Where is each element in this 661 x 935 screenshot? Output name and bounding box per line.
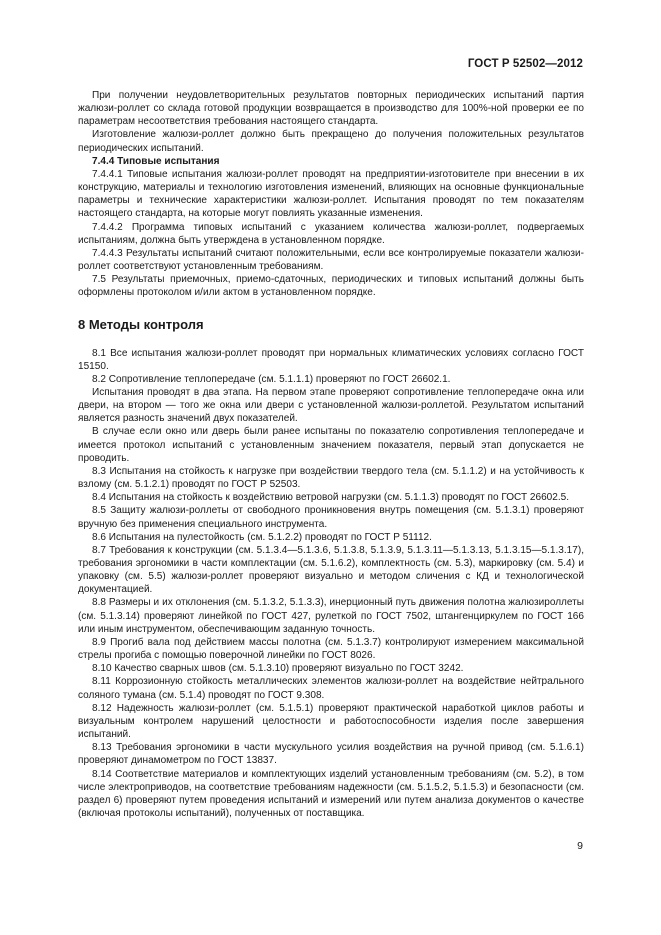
paragraph: 8.8 Размеры и их отклонения (см. 5.1.3.2, 5.1.3.3), инерционный путь движения полотна жалюзироллеты (см. 5.1.3.14) проверяют линейкой по ГОСТ 427, рулеткой по ГОСТ 7502, штангенциркулем по ГОСТ 166 или иным инструментом, обеспечивающим заданную точность. bbox=[78, 597, 584, 635]
paragraph: 8.14 Соответствие материалов и комплектующих изделий установленным требованиям (см. 5.2), в том числе электроприводов, на соответствие требованиям надежности (см. 5.1.5.2, 5.1.5.3) и безопасности (см. раздел 6) проверяют путем проведения испытаний и измерений или путем анализа документов о качестве (включая протоколы испытаний), полученных от поставщика. bbox=[78, 768, 584, 819]
page-number: 9 bbox=[577, 840, 583, 852]
paragraph: 8.9 Прогиб вала под действием массы полотна (см. 5.1.3.7) контролируют измерением максимальной стрелы прогиба с помощью поверочной линейки по ГОСТ 8026. bbox=[78, 636, 584, 662]
paragraph: 7.4.4.1 Типовые испытания жалюзи-роллет проводят на предприятии-изготовителе при внесении в их конструкцию, материалы и технологию изготовления изменений, влияющих на основные функциональные параметры и технические характеристики жалюзи-роллет. Испытания проводят по тем показателям настоящего стандарта, на которые могут повлиять указанные изменения. bbox=[78, 168, 584, 220]
paragraph: 7.5 Результаты приемочных, приемо-сдаточных, периодических и типовых испытаний должны быть оформлены протоколом и/или актом в установленном порядке. bbox=[78, 274, 584, 299]
paragraph: 7.4.4.2 Программа типовых испытаний с указанием количества жалюзи-роллет, подвергаемых испытаниям, должна быть утверждена в установленном порядке. bbox=[78, 221, 584, 246]
paragraph: 8.11 Коррозионную стойкость металлических элементов жалюзи-роллет на воздействие нейтрального соляного тумана (см. 5.1.4) проводят по ГОСТ 9.308. bbox=[78, 676, 584, 701]
section-heading-8: 8 Методы контроля bbox=[78, 316, 204, 332]
document-body bbox=[78, 89, 584, 820]
paragraph-block-b bbox=[78, 168, 584, 300]
paragraph: 8.1 Все испытания жалюзи-роллет проводят при нормальных климатических условиях согласно ГОСТ 15150. bbox=[78, 347, 584, 372]
paragraph: В случае если окно или дверь были ранее испытаны по показателю сопротивления теплопередаче и имеется протокол испытаний с установленным значением показателя, первый этап допускается не проводить. bbox=[78, 426, 584, 464]
paragraph: Испытания проводят в два этапа. На первом этапе проверяют сопротивление теплопередаче окна или двери, на втором — того же окна или двери с установленной жалюзи-роллетой. Результатом испытаний является разность значений двух показателей. bbox=[78, 386, 584, 425]
paragraph: 8.5 Защиту жалюзи-роллеты от свободного проникновения внутрь помещения (см. 5.1.3.1) проверяют вручную без применения специального инструмента. bbox=[78, 505, 584, 530]
paragraph: 8.13 Требования эргономики в части мускульного усилия воздействия на ручной привод (см. 5.1.6.1) проверяют динамометром по ГОСТ 13837. bbox=[78, 742, 584, 767]
paragraph: 8.10 Качество сварных швов (см. 5.1.3.10) проверяют визуально по ГОСТ 3242. bbox=[92, 663, 464, 675]
paragraph-block-a bbox=[78, 89, 584, 155]
paragraph: 8.6 Испытания на пулестойкость (см. 5.1.2.2) проводят по ГОСТ Р 51112. bbox=[92, 531, 432, 543]
paragraph: 7.4.4.3 Результаты испытаний считают положительными, если все контролируемые показатели жалюзи-роллет соответствуют установленным требованиям. bbox=[78, 247, 584, 273]
paragraph: 8.4 Испытания на стойкость к воздействию ветровой нагрузки (см. 5.1.1.3) проводят по ГОСТ 26602.5. bbox=[92, 492, 570, 504]
paragraph: 8.12 Надежность жалюзи-роллет (см. 5.1.5.1) проверяют практической наработкой циклов работы и визуальным контролем нарушений целостности и работоспособности изделия после завершения испытаний. bbox=[78, 702, 584, 741]
paragraph: 8.2 Сопротивление теплопередаче (см. 5.1.1.1) проверяют по ГОСТ 26602.1. bbox=[92, 373, 451, 385]
paragraph: 8.3 Испытания на стойкость к нагрузке при воздействии твердого тела (см. 5.1.1.2) и на устойчивость к взлому (см. 5.1.2.1) проводят по ГОСТ Р 52503. bbox=[78, 465, 584, 491]
paragraph-block-c bbox=[78, 347, 584, 821]
standard-number-header: ГОСТ Р 52502—2012 bbox=[467, 58, 583, 70]
paragraph: Изготовление жалюзи-роллет должно быть прекращено до получения положительных результатов периодических испытаний. bbox=[78, 129, 584, 154]
paragraph: 8.7 Требования к конструкции (см. 5.1.3.4—5.1.3.6, 5.1.3.8, 5.1.3.9, 5.1.3.11—5.1.3.13, 5.1.3.15—5.1.3.17), требования эргономики в части комплектации (см. 5.1.6.2), комплектность (см. 5.3), маркировку (см. 5.4) и упаковку (см. 5.5) жалюзи-роллет проверяют визуально и методом сличения с КД и технологической документацией. bbox=[78, 544, 584, 596]
subsection-heading-7-4-4: 7.4.4 Типовые испытания bbox=[92, 155, 220, 167]
paragraph: При получении неудовлетворительных результатов повторных периодических испытаний партия жалюзи-роллет со склада готовой продукции возвращается в производство для 100%-ной проверки ее по параметрам несоответствия требования настоящего стандарта. bbox=[78, 90, 584, 128]
